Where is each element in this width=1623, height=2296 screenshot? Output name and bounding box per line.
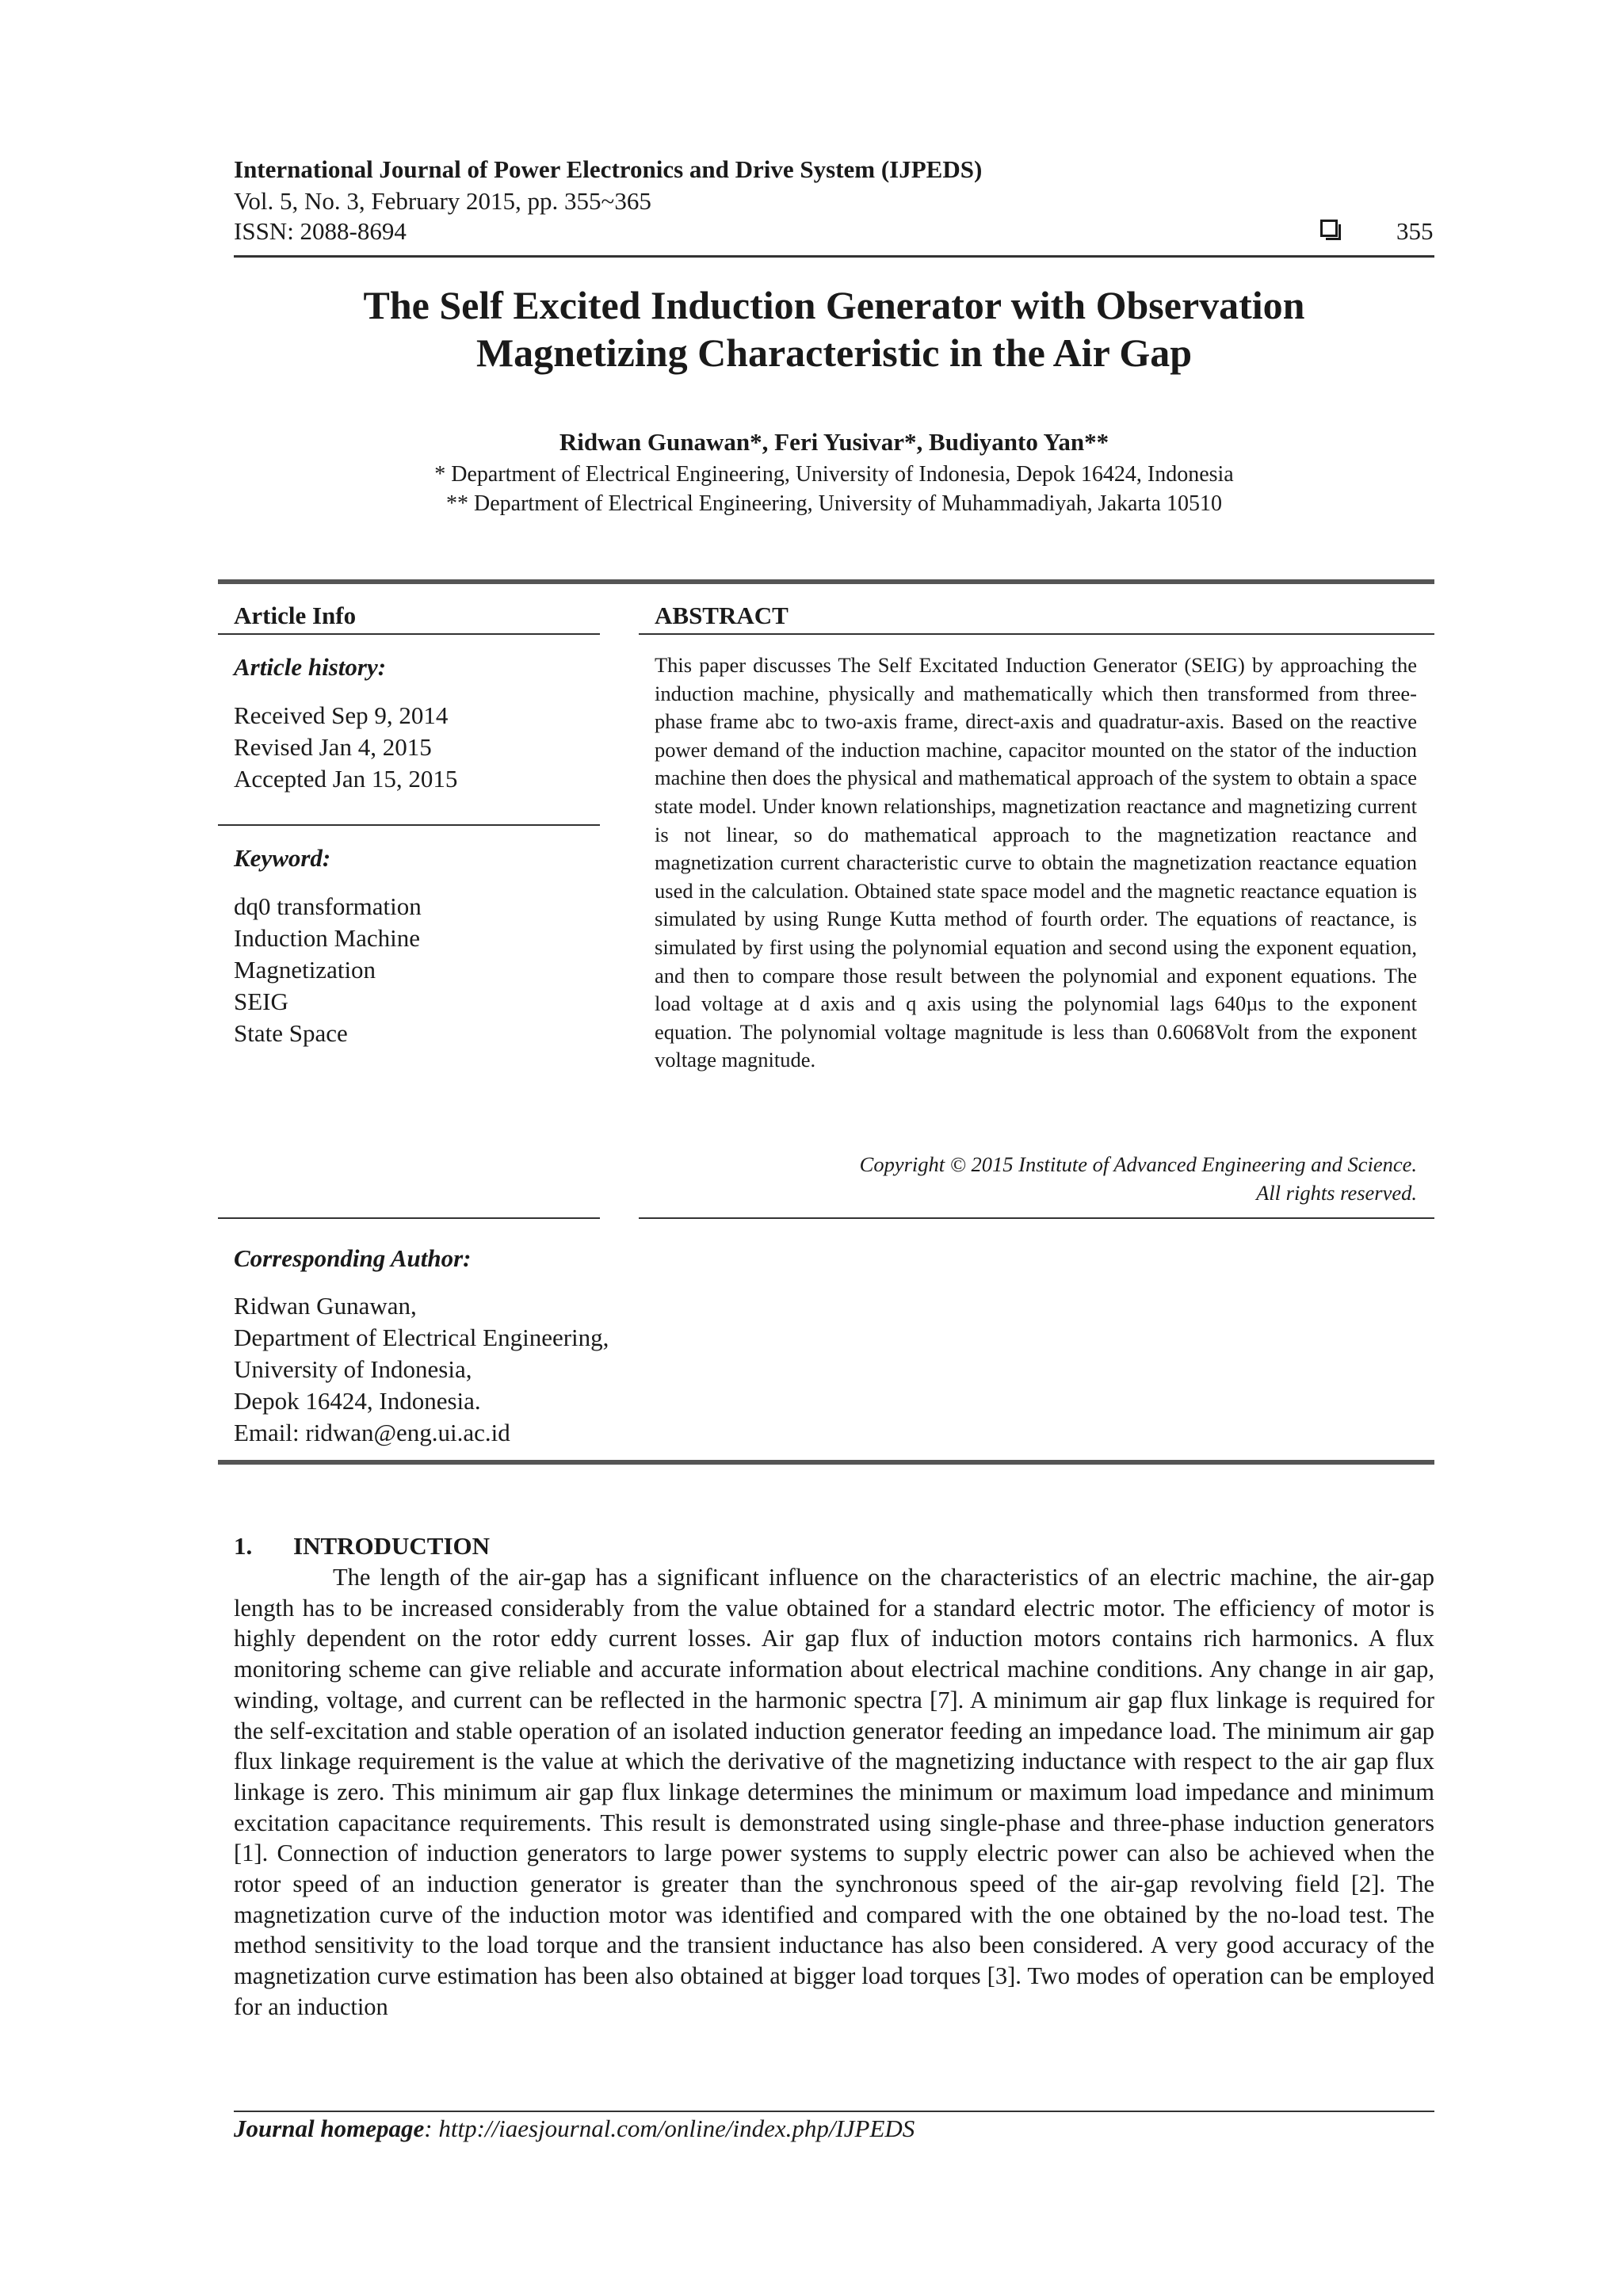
author-city: Depok 16424, Indonesia. xyxy=(234,1387,481,1415)
affiliation-2: ** Department of Electrical Engineering, University of Muhammadiyah, Jakarta 10510 xyxy=(446,491,1222,516)
abstract-bottom-rule xyxy=(639,1217,1434,1219)
corresponding-author-heading: Corresponding Author: xyxy=(234,1244,472,1272)
keyword-item: Induction Machine xyxy=(234,924,421,952)
abstract-rule xyxy=(639,633,1434,635)
author-department: Department of Electrical Engineering, xyxy=(234,1324,609,1351)
section-top-rule xyxy=(218,579,1434,584)
abstract-heading: ABSTRACT xyxy=(655,602,789,629)
keyword-item: SEIG xyxy=(234,988,288,1015)
page-number: 355 xyxy=(1396,217,1434,245)
section-title: INTRODUCTION xyxy=(293,1532,491,1560)
keyword-item: State Space xyxy=(234,1019,348,1047)
footer-label: Journal homepage xyxy=(234,2115,425,2142)
introduction-heading xyxy=(234,1532,490,1561)
history-revised: Revised Jan 4, 2015 xyxy=(234,733,432,761)
copyright xyxy=(655,1150,1417,1207)
history-accepted: Accepted Jan 15, 2015 xyxy=(234,765,458,793)
keyword-item: dq0 transformation xyxy=(234,892,422,920)
affiliation-1: * Department of Electrical Engineering, University of Indonesia, Depok 16424, Indonesia xyxy=(434,462,1234,487)
abstract-text: This paper discusses The Self Excitated Induction Generator (SEIG) by approaching the induction machine, physically and mathematically which then transformed from three-phase frame abc to two-axis frame, direct-axis and quadratur-axis. Based on the reactive power demand of the induction machine, capacitor mounted on the stator of the induction machine then does the physical and mathematical approach of the system to obtain a space state model. Under known relationships, magnetization reactance and magnetizing current is not linear, so do mathematical approach to the magnetization reactance and magnetization current characteristic curve to obtain the magnetization reactance equation used in the calculation. Obtained state space model and the magnetic reactance equation is simulated by using Runge Kutta method of fourth order. The equations of reactance, is simulated by first using the polynomial equation and second using the exponent equation, and then to compare those result between the polynomial and exponent equations. The load voltage at d axis and q axis using the polynomial lags 640µs to the exponent equation. The polynomial voltage magnitude is less than 0.6068Volt from the exponent voltage magnitude. xyxy=(655,653,1417,1072)
title-line-1: The Self Excited Induction Generator with Observation xyxy=(363,283,1305,327)
journal-name: International Journal of Power Electronics and Drive System (IJPEDS) xyxy=(234,155,983,183)
copyright-line-1: Copyright © 2015 Institute of Advanced Engineering and Science. xyxy=(859,1152,1417,1176)
box-icon xyxy=(1320,220,1338,237)
section-bottom-rule xyxy=(218,1460,1434,1465)
keyword-item: Magnetization xyxy=(234,956,376,984)
introduction-paragraph: The length of the air-gap has a significant influence on the characteristics of an electric machine, the air-gap length has to be increased considerably from the value obtained for a standard electric motor. The efficiency of motor is highly dependent on the rotor eddy current losses. Air gap flux of induction motors contains rich harmonics. A flux monitoring scheme can give reliable and accurate information about electrical machine conditions. Any change in air gap, winding, voltage, and current can be reflected in the harmonic spectra [7]. A minimum air gap flux linkage is required for the self-excitation and stable operation of an isolated induction generator feeding an impedance load. The minimum air gap flux linkage requirement is the value at which the derivative of the magnetizing inductance with respect to the air gap flux linkage is zero. This minimum air gap flux linkage determines the minimum or maximum load impedance and minimum excitation capacitance requirements. This result is demonstrated using single-phase and three-phase induction generators [1]. Connection of induction generators to large power systems to supply electric power can also be achieved when the rotor speed of an induction generator is greater than the synchronous speed of the air-gap revolving field [2]. The magnetization curve of the induction motor was identified and compared with the one obtained by the no-load test. The method sensitivity to the load torque and the transient inductance has also been considered. A very good accuracy of the magnetization curve estimation has been also obtained at bigger load torques [3]. Two modes of operation can be employed for an induction xyxy=(234,1564,1434,2020)
paper-title xyxy=(234,281,1434,376)
header-rule xyxy=(234,255,1434,258)
footer xyxy=(234,2115,915,2143)
section-number: 1. xyxy=(234,1532,253,1560)
keyword-rule xyxy=(218,1217,600,1219)
keyword-heading: Keyword: xyxy=(234,844,331,872)
history-received: Received Sep 9, 2014 xyxy=(234,701,449,729)
article-info-heading: Article Info xyxy=(234,602,357,629)
author-university: University of Indonesia, xyxy=(234,1355,472,1383)
article-history-list xyxy=(234,700,457,795)
keyword-list xyxy=(234,891,422,1049)
issn: ISSN: 2088-8694 xyxy=(234,217,407,245)
introduction-body xyxy=(234,1562,1434,2023)
author-email: Email: ridwan@eng.ui.ac.id xyxy=(234,1419,510,1446)
article-history-heading: Article history: xyxy=(234,653,387,681)
authors: Ridwan Gunawan*, Feri Yusivar*, Budiyanto Yan** xyxy=(559,428,1109,456)
article-info-rule xyxy=(218,633,600,635)
title-line-2: Magnetizing Characteristic in the Air Gap xyxy=(475,330,1193,375)
copyright-line-2: All rights reserved. xyxy=(1256,1181,1417,1205)
footer-rule xyxy=(234,2111,1434,2112)
author-name: Ridwan Gunawan, xyxy=(234,1292,417,1320)
footer-url: : http://iaesjournal.com/online/index.php/IJPEDS xyxy=(424,2115,915,2142)
corresponding-author-details xyxy=(234,1290,609,1449)
volume-line: Vol. 5, No. 3, February 2015, pp. 355~365 xyxy=(234,187,651,215)
history-rule xyxy=(218,824,600,826)
